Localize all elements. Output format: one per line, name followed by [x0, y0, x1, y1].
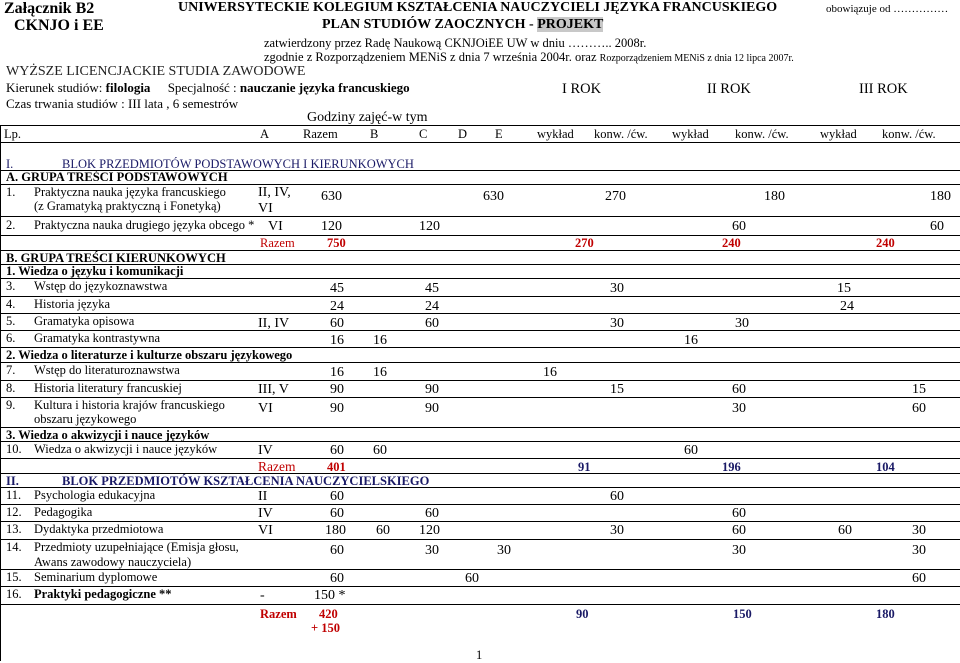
year-1-header: I ROK: [562, 81, 602, 97]
row-6-name: Gramatyka kontrastywna: [34, 331, 161, 345]
col-konw-1: konw. /ćw.: [594, 127, 648, 141]
sum-2-label: Razem: [260, 607, 297, 621]
col-razem: Razem: [303, 127, 338, 141]
direction-label: Kierunek studiów:: [6, 80, 103, 95]
row-7-lp: 7.: [6, 363, 16, 377]
college-title: UNIWERSYTECKIE KOLEGIUM KSZTAŁCENIA NAUCZYCIELI JĘZYKA FRANCUSKIEGO: [178, 0, 778, 15]
row-4-lp: 4.: [6, 297, 16, 311]
group-b3-title: 3. Wiedza o akwizycji i nauce języków: [6, 428, 210, 442]
group-b-title: B. GRUPA TREŚCI KIERUNKOWYCH: [6, 251, 226, 265]
group-b1-title: 1. Wiedza o języku i komunikacji: [6, 264, 184, 278]
row-1-name-2: (z Gramatyką praktyczną i Fonetyką): [34, 199, 221, 213]
row-14-c: 30: [425, 543, 439, 558]
row-13-razem: 180: [325, 523, 346, 538]
row-13-wyklad-3: 60: [838, 523, 852, 538]
row-16-razem: 150 *: [314, 588, 346, 603]
sum-a-year-2: 240: [722, 236, 741, 250]
row-6-wyklad-1: 16: [684, 333, 698, 348]
col-c: C: [419, 127, 428, 141]
row-8-exam: III, V: [258, 382, 289, 397]
row-9-wyklad-2: 30: [732, 401, 746, 416]
row-15-lp: 15.: [6, 570, 22, 584]
plan-title-prefix: PLAN STUDIÓW ZAOCZNYCH -: [322, 17, 538, 32]
row-10-razem: 60: [330, 443, 344, 458]
row-10-name: Wiedza o akwizycji i nauce języków: [34, 442, 218, 456]
row-12-wyklad-2: 60: [732, 506, 746, 521]
row-4-wyklad-2: 24: [840, 299, 854, 314]
plan-title: [322, 17, 603, 33]
col-wyklad-2: wykład: [672, 127, 709, 141]
row-13-name: Dydaktyka przedmiotowa: [34, 522, 164, 536]
row-1-razem: 630: [321, 189, 342, 204]
row-12-razem: 60: [330, 506, 344, 521]
row-13-b: 60: [376, 523, 390, 538]
duration: Czas trwania studiów : III lata , 6 semestrów: [6, 96, 239, 111]
row-3-b: 45: [425, 281, 439, 296]
row-11-lp: 11.: [6, 488, 22, 502]
col-wyklad-3: wykład: [820, 127, 857, 141]
row-9-name: Kultura i historia krajów francuskiego: [34, 398, 225, 412]
attachment-label: Załącznik B2: [4, 0, 95, 17]
row-8-name: Historia literatury francuskiej: [34, 381, 182, 395]
row-5-razem: 60: [330, 316, 344, 331]
row-14-lp: 14.: [6, 540, 22, 554]
row-8-b: 90: [425, 382, 439, 397]
sum-b-year-2: 196: [722, 460, 741, 474]
specialty-value: nauczanie języka francuskiego: [239, 80, 410, 95]
row-7-razem: 16: [330, 365, 344, 380]
row-4-name: Historia języka: [34, 297, 111, 311]
row-14-konw-2: 30: [732, 543, 746, 558]
row-11-exam: II: [258, 489, 268, 504]
sum-2-razem: 420: [319, 607, 338, 621]
row-7-b: 16: [373, 365, 387, 380]
row-8-wyklad-3: 15: [912, 382, 926, 397]
section-2-title: BLOK PRZEDMIOTÓW KSZTAŁCENIA NAUCZYCIELSKIEGO: [62, 474, 430, 488]
row-3-lp: 3.: [6, 279, 16, 293]
row-1-konw-2: 180: [764, 189, 785, 204]
row-3-wyklad-1: 30: [610, 281, 624, 296]
specialty-label: Specjalność :: [167, 80, 237, 95]
row-11-razem: 60: [330, 489, 344, 504]
row-1-konw-1: 270: [605, 189, 626, 204]
sum-b-razem: 401: [327, 460, 346, 474]
sum-a-year-1: 270: [575, 236, 594, 250]
row-2-konw-3: 60: [930, 219, 944, 234]
row-8-lp: 8.: [6, 381, 16, 395]
col-b: B: [370, 127, 379, 141]
row-14-name-2: Awans zawodowy nauczyciela): [34, 555, 192, 569]
row-11-wyklad-1: 60: [610, 489, 624, 504]
row-16-name: Praktyki pedagogiczne **: [34, 587, 172, 601]
hours-label: Godziny zajęć-w tym: [307, 110, 428, 125]
row-5-exam: II, IV: [258, 316, 290, 331]
row-10-lp: 10.: [6, 442, 22, 456]
row-9-razem: 90: [330, 401, 344, 416]
row-12-exam: IV: [258, 506, 273, 521]
compliance-text: zgodnie z Rozporządzeniem MENiS z dnia 7 września 2004r. oraz: [264, 50, 597, 64]
study-level: WYŻSZE LICENCJACKIE STUDIA ZAWODOWE: [6, 64, 306, 79]
sum-b-year-1: 91: [578, 460, 591, 474]
row-14-name: Przedmioty uzupełniające (Emisja głosu,: [34, 540, 239, 554]
row-2-c: 120: [419, 219, 440, 234]
section-1-num: I.: [6, 157, 14, 171]
row-2-name: Praktyczna nauka drugiego języka obcego *: [34, 218, 255, 232]
row-15-e: 60: [465, 571, 479, 586]
row-5-wyklad-1: 30: [610, 316, 624, 331]
direction-value: filologia: [105, 80, 151, 95]
row-4-razem: 24: [330, 299, 344, 314]
row-1-exam-2: VI: [258, 201, 273, 216]
col-a: A: [260, 127, 270, 141]
row-1-konw-3: 180: [930, 189, 951, 204]
row-14-razem: 60: [330, 543, 344, 558]
row-2-razem: 120: [321, 219, 342, 234]
row-12-name: Pedagogika: [34, 505, 93, 519]
year-3-header: III ROK: [859, 81, 908, 97]
row-9-lp: 9.: [6, 398, 16, 412]
row-2-exam: VI: [268, 219, 283, 234]
row-14-d: 30: [497, 543, 511, 558]
sum-a-year-3: 240: [876, 236, 895, 250]
row-7-wyklad-1: 16: [543, 365, 557, 380]
row-1-name: Praktyczna nauka języka francuskiego: [34, 185, 226, 199]
row-1-exam: II, IV,: [258, 185, 291, 200]
row-15-razem: 60: [330, 571, 344, 586]
direction: [6, 80, 410, 96]
row-9-exam: VI: [258, 401, 273, 416]
row-13-konw-2: 60: [732, 523, 746, 538]
row-15-name: Seminarium dyplomowe: [34, 570, 158, 584]
sum-a-label: Razem: [260, 236, 295, 250]
compliance-small: Rozporządzeniem MENiS z dnia 12 lipca 2007r.: [599, 53, 794, 64]
row-5-name: Gramatyka opisowa: [34, 314, 135, 328]
row-13-konw-3: 30: [912, 523, 926, 538]
row-5-konw-1: 30: [735, 316, 749, 331]
row-1-lp: 1.: [6, 185, 16, 199]
row-10-exam: IV: [258, 443, 273, 458]
col-konw-2: konw. /ćw.: [735, 127, 789, 141]
row-10-b: 60: [373, 443, 387, 458]
row-1-c: 630: [483, 189, 504, 204]
row-11-name: Psychologia edukacyjna: [34, 488, 156, 502]
row-13-lp: 13.: [6, 522, 22, 536]
row-9-name-2: obszaru językowego: [34, 412, 137, 426]
row-4-b: 24: [425, 299, 439, 314]
row-14-konw-3: 30: [912, 543, 926, 558]
approved-line: zatwierdzony przez Radę Naukową CKNJOiEE UW w dniu ……….. 2008r.: [264, 36, 647, 50]
sum-a-razem: 750: [327, 236, 346, 250]
group-a-title: A. GRUPA TREŚCI PODSTAWOWYCH: [6, 170, 228, 184]
valid-from: obowiązuje od ……………: [826, 3, 949, 15]
row-2-lp: 2.: [6, 218, 16, 232]
col-wyklad-1: wykład: [537, 127, 574, 141]
row-7-name: Wstęp do literaturoznawstwa: [34, 363, 180, 377]
row-13-exam: VI: [258, 523, 273, 538]
col-konw-3: konw. /ćw.: [882, 127, 936, 141]
row-16-exam: -: [260, 588, 265, 603]
row-6-razem: 16: [330, 333, 344, 348]
row-5-b: 60: [425, 316, 439, 331]
row-16-lp: 16.: [6, 587, 22, 601]
row-6-b: 16: [373, 333, 387, 348]
col-e: E: [495, 127, 503, 141]
row-6-lp: 6.: [6, 331, 16, 345]
row-2-konw-2: 60: [732, 219, 746, 234]
row-13-d: 120: [419, 523, 440, 538]
row-9-b: 90: [425, 401, 439, 416]
group-b2-title: 2. Wiedza o literaturze i kulturze obszaru językowego: [6, 348, 293, 362]
sum-2-year-2: 150: [733, 607, 752, 621]
sum-2-year-3: 180: [876, 607, 895, 621]
year-2-header: II ROK: [707, 81, 751, 97]
compliance-line: [264, 50, 794, 65]
plan-project: PROJEKT: [537, 17, 604, 32]
row-12-lp: 12.: [6, 505, 22, 519]
row-8-razem: 90: [330, 382, 344, 397]
sum-b-year-3: 104: [876, 460, 895, 474]
section-1-title: BLOK PRZEDMIOTÓW PODSTAWOWYCH I KIERUNKOWYCH: [62, 157, 414, 171]
row-3-razem: 45: [330, 281, 344, 296]
sum-2-razem-extra: + 150: [311, 621, 340, 635]
col-d: D: [458, 127, 468, 141]
sum-2-year-1: 90: [576, 607, 589, 621]
sum-b-label: Razem: [258, 459, 296, 474]
row-8-wyklad-1: 15: [610, 382, 624, 397]
row-13-konw-1: 30: [610, 523, 624, 538]
row-5-lp: 5.: [6, 314, 16, 328]
row-3-name: Wstęp do językoznawstwa: [34, 279, 168, 293]
row-10-wyklad-1: 60: [684, 443, 698, 458]
org-label: CKNJO i EE: [14, 17, 104, 34]
row-3-konw-1: 15: [837, 281, 851, 296]
row-12-d: 60: [425, 506, 439, 521]
page-number: 1: [476, 648, 483, 662]
row-9-konw-2: 60: [912, 401, 926, 416]
section-2-num: II.: [6, 474, 19, 488]
row-15-konw-3: 60: [912, 571, 926, 586]
row-8-wyklad-2: 60: [732, 382, 746, 397]
col-lp: Lp.: [4, 127, 22, 141]
